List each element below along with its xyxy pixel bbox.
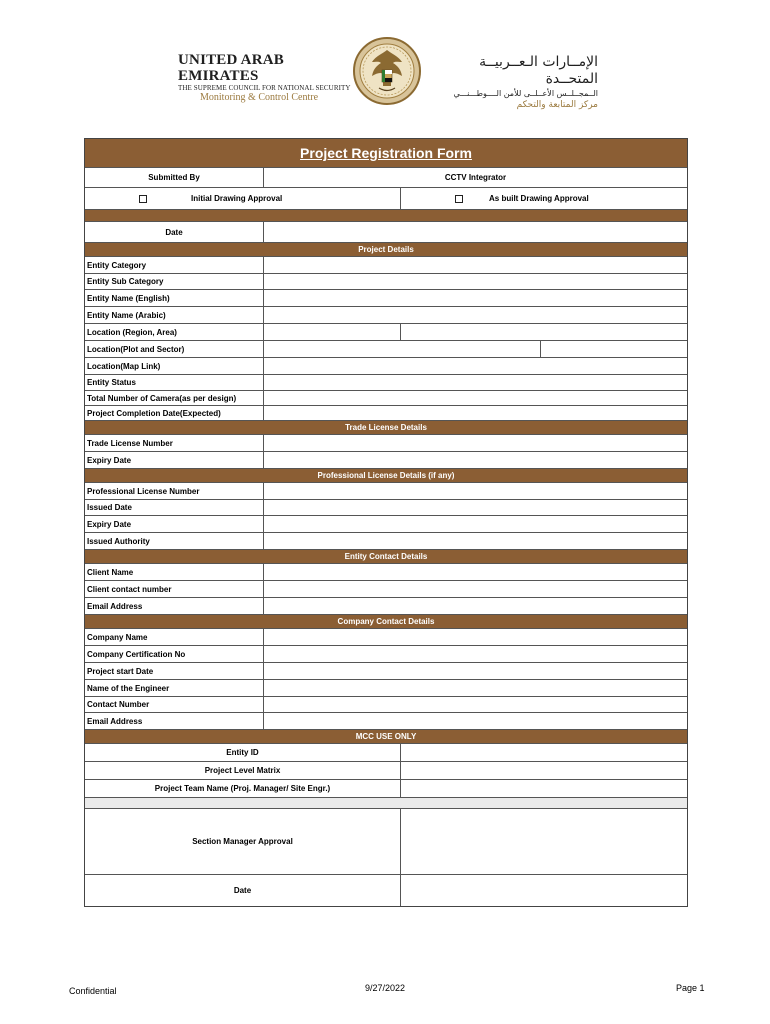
entity-id-label: Entity ID [85, 744, 401, 761]
uae-emblem-icon [352, 36, 422, 106]
section-professional-license: Professional License Details (if any) [85, 469, 687, 483]
field-label: Entity Category [85, 257, 264, 273]
date-row [85, 222, 687, 243]
section-trade-license: Trade License Details [85, 421, 687, 435]
form-row [85, 581, 687, 598]
entity-status-field[interactable] [264, 375, 687, 390]
date-field[interactable] [264, 222, 687, 242]
location-plot-field[interactable] [264, 341, 541, 357]
arabic-council-name: الــمجــلــس الأعــلــى للأمن الــــوطـــنـــي [453, 89, 598, 98]
trade-expiry-date-field[interactable] [264, 452, 687, 468]
approval-date-label: Date [85, 875, 401, 906]
field-label: Entity Sub Category [85, 274, 264, 289]
project-level-matrix-label: Project Level Matrix [85, 762, 401, 779]
form-row [85, 564, 687, 581]
form-row [85, 307, 687, 324]
initial-drawing-checkbox[interactable] [139, 195, 147, 203]
arabic-centre-name: مركز المتابعة والتحكم [516, 100, 598, 110]
form-title: Project Registration Form [300, 145, 472, 161]
submitted-by-label: Submitted By [85, 168, 264, 187]
entity-name-arabic-field[interactable] [264, 307, 687, 323]
field-label: Professional License Number [85, 483, 264, 499]
entity-name-english-field[interactable] [264, 290, 687, 306]
form-row [85, 324, 687, 341]
form-row [85, 663, 687, 680]
form-row [85, 680, 687, 697]
asbuilt-drawing-checkbox[interactable] [455, 195, 463, 203]
section-manager-approval-label: Section Manager Approval [85, 809, 401, 874]
project-team-name-field[interactable] [401, 780, 687, 797]
location-area-field[interactable] [401, 324, 687, 340]
form-row [85, 274, 687, 290]
entity-category-field[interactable] [264, 257, 687, 273]
form-row [85, 435, 687, 452]
field-label: Name of the Engineer [85, 680, 264, 696]
field-label: Company Certification No [85, 646, 264, 662]
client-name-field[interactable] [264, 564, 687, 580]
issued-authority-field[interactable] [264, 533, 687, 549]
form-row [85, 257, 687, 274]
footer-page-number: Page 1 [676, 983, 705, 993]
english-heading [178, 52, 351, 104]
company-contact-number-field[interactable] [264, 697, 687, 712]
field-label: Company Name [85, 629, 264, 645]
location-sector-field[interactable] [541, 341, 687, 357]
trade-license-number-field[interactable] [264, 435, 687, 451]
company-email-field[interactable] [264, 713, 687, 729]
initial-drawing-label: Initial Drawing Approval [191, 194, 283, 203]
company-name-field[interactable] [264, 629, 687, 645]
footer-confidential: Confidential [69, 986, 117, 996]
form-row [85, 713, 687, 730]
form-row [85, 452, 687, 469]
asbuilt-drawing-label: As built Drawing Approval [489, 194, 589, 203]
field-label: Email Address [85, 598, 264, 614]
section-project-details: Project Details [85, 243, 687, 257]
field-label: Total Number of Camera(as per design) [85, 391, 264, 405]
english-council-name: THE SUPREME COUNCIL FOR NATIONAL SECURITY [178, 84, 351, 92]
form-row [85, 697, 687, 713]
arabic-country-name: الإمــارات الـعــربيــة المتحــدة [479, 54, 598, 87]
approval-type-row [85, 188, 687, 210]
field-label: Issued Authority [85, 533, 264, 549]
footer-date: 9/27/2022 [365, 983, 406, 993]
field-label: Project Completion Date(Expected) [85, 406, 264, 420]
project-registration-form [84, 138, 688, 907]
professional-license-number-field[interactable] [264, 483, 687, 499]
initial-drawing-option[interactable] [85, 188, 401, 209]
approval-date-field[interactable] [401, 875, 687, 906]
client-contact-number-field[interactable] [264, 581, 687, 597]
professional-expiry-date-field[interactable] [264, 516, 687, 532]
field-label: Expiry Date [85, 452, 264, 468]
form-title-row [85, 139, 687, 168]
submitted-by-value[interactable]: CCTV Integrator [444, 173, 507, 182]
company-certification-field[interactable] [264, 646, 687, 662]
form-row [85, 646, 687, 663]
field-label: Email Address [85, 713, 264, 729]
field-label: Project start Date [85, 663, 264, 679]
section-mcc-use-only: MCC USE ONLY [85, 730, 687, 744]
form-row [85, 516, 687, 533]
form-row [85, 629, 687, 646]
field-label: Entity Status [85, 375, 264, 390]
issued-date-field[interactable] [264, 500, 687, 515]
field-label: Expiry Date [85, 516, 264, 532]
form-row [85, 290, 687, 307]
form-row [85, 762, 687, 780]
form-row [85, 744, 687, 762]
form-row [85, 533, 687, 550]
spacer-bar [85, 210, 687, 222]
field-label: Location (Region, Area) [85, 324, 264, 340]
field-label: Entity Name (English) [85, 290, 264, 306]
section-company-contact: Company Contact Details [85, 615, 687, 629]
camera-count-field[interactable] [264, 391, 687, 405]
location-region-field[interactable] [264, 324, 401, 340]
form-row [85, 780, 687, 798]
form-row [85, 483, 687, 500]
section-entity-contact: Entity Contact Details [85, 550, 687, 564]
field-label: Issued Date [85, 500, 264, 515]
field-label: Location(Map Link) [85, 358, 264, 374]
arabic-heading [428, 54, 598, 111]
engineer-name-field[interactable] [264, 680, 687, 696]
field-label: Client contact number [85, 581, 264, 597]
english-centre-name: Monitoring & Control Centre [200, 92, 319, 103]
project-team-name-label: Project Team Name (Proj. Manager/ Site Engr.) [85, 780, 401, 797]
submitted-by-row [85, 168, 687, 188]
form-row [85, 598, 687, 615]
location-map-link-field[interactable] [264, 358, 687, 374]
project-level-matrix-field[interactable] [401, 762, 687, 779]
field-label: Contact Number [85, 697, 264, 712]
english-country-name: UNITED ARAB EMIRATES [178, 52, 284, 84]
asbuilt-drawing-option[interactable] [401, 188, 687, 209]
completion-date-field[interactable] [264, 406, 687, 420]
field-label: Location(Plot and Sector) [85, 341, 264, 357]
entity-id-field[interactable] [401, 744, 687, 761]
form-row [85, 341, 687, 358]
letterhead [0, 32, 770, 110]
field-label: Entity Name (Arabic) [85, 307, 264, 323]
form-row [85, 358, 687, 375]
form-row [85, 500, 687, 516]
entity-sub-category-field[interactable] [264, 274, 687, 289]
form-row [85, 875, 687, 906]
grey-spacer-bar [85, 798, 687, 809]
field-label: Client Name [85, 564, 264, 580]
project-start-date-field[interactable] [264, 663, 687, 679]
field-label: Trade License Number [85, 435, 264, 451]
client-email-field[interactable] [264, 598, 687, 614]
form-row [85, 406, 687, 421]
form-row [85, 391, 687, 406]
section-manager-approval-field[interactable] [401, 809, 687, 874]
form-row [85, 809, 687, 875]
date-label: Date [85, 222, 264, 242]
form-row [85, 375, 687, 391]
